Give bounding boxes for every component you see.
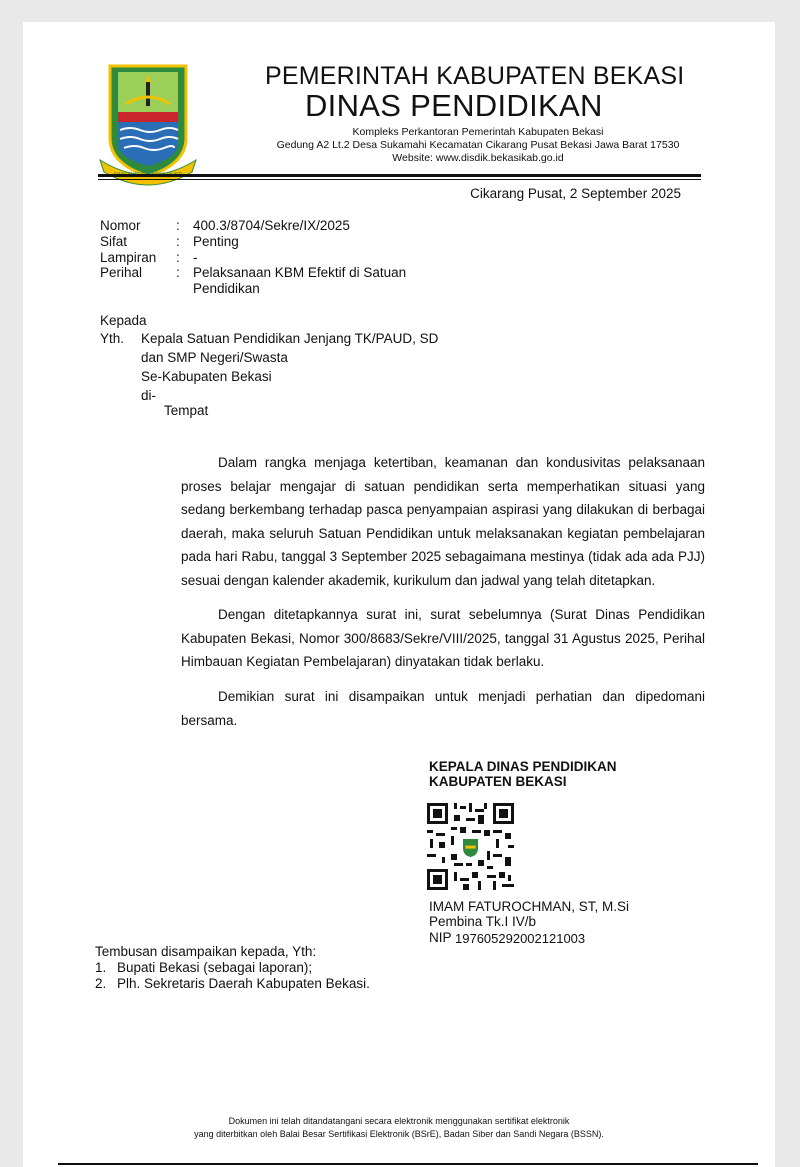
recipient-line-3: Se-Kabupaten Bekasi (141, 369, 272, 384)
recipient-line-2: dan SMP Negeri/Swasta (141, 350, 288, 365)
sifat-label: Sifat (100, 234, 128, 249)
perihal-value-2: Pendidikan (193, 281, 260, 296)
lampiran-value: - (193, 250, 198, 265)
letterhead-address-2: Gedung A2 Lt.2 Desa Sukamahi Kecamatan Cikarang Pusat Bekasi Jawa Barat 17530 (276, 139, 680, 151)
signatory-rank: Pembina Tk.I IV/b (429, 914, 537, 929)
recipient-line-4: di- (141, 388, 157, 403)
nomor-colon: : (176, 218, 180, 233)
body-paragraph-1: Dalam rangka menjaga ketertiban, keamanan dan kondusivitas pelaksanaan proses belajar mengajar di satuan pendidikan serta memperhatikan situasi yang sedang berkembang terhadap pasca penyampaian aspirasi yang dilakukan di berbagai daerah, maka seluruh Satuan Pendidikan untuk melaksanakan kegiatan pembelajaran pada hari Rabu, tanggal 3 September 2025 sebagaimana mestinya (tidak ada ada PJJ) sesuai dengan kalender akademik, kurikulum dan jadwal yang telah ditetapkan. (181, 455, 705, 588)
footer-line-2: yang diterbitkan oleh Balai Besar Sertifikasi Elektronik (BSrE), Badan Siber dan Sandi Negara (BSSN). (194, 1129, 604, 1139)
cc-heading: Tembusan disampaikan kepada, Yth: (95, 944, 317, 959)
bekasi-logo-emblem (98, 60, 198, 190)
nip-value: 197605292002121003 (455, 931, 586, 946)
lampiran-label: Lampiran (100, 250, 157, 265)
letterhead-website: Website: www.disdik.bekasikab.go.id (392, 152, 564, 164)
letterhead-rule-thin (98, 179, 701, 180)
body-paragraph-2: Dengan ditetapkannya surat ini, surat sebelumnya (Surat Dinas Pendidikan Kabupaten Bekasi, Nomor 300/8683/Sekre/VIII/2025, tanggal 31 Agustus 2025, Perihal Himbauan Kegiatan Pembelajaran) dinyatakan tidak berlaku. (181, 607, 705, 669)
cc-item-1-text: Bupati Bekasi (sebagai laporan); (117, 960, 313, 975)
place-date: Cikarang Pusat, 2 September 2025 (470, 186, 681, 201)
body-paragraph-3: Demikian surat ini disampaikan untuk menjadi perhatian dan dipedomani bersama. (181, 689, 705, 728)
cc-item-1-num: 1. (95, 960, 107, 975)
sifat-colon: : (176, 234, 180, 249)
sifat-value: Penting (193, 234, 239, 249)
yth-label: Yth. (100, 331, 125, 346)
signatory-name: IMAM FATUROCHMAN, ST, M.Si (429, 899, 630, 914)
letterhead-government: PEMERINTAH KABUPATEN BEKASI (265, 62, 685, 90)
nomor-label: Nomor (100, 218, 141, 233)
signature-title-2: KABUPATEN BEKASI (429, 774, 567, 789)
perihal-label: Perihal (100, 265, 143, 280)
perihal-colon: : (176, 265, 180, 280)
cc-item-2-num: 2. (95, 976, 107, 991)
lampiran-colon: : (176, 250, 180, 265)
recipient-line-1: Kepala Satuan Pendidikan Jenjang TK/PAUD, SD (141, 331, 439, 346)
nomor-value: 400.3/8704/Sekre/IX/2025 (193, 218, 350, 233)
signature-title-1: KEPALA DINAS PENDIDIKAN (429, 759, 617, 774)
nip-label: NIP (429, 930, 452, 945)
letterhead-rule-thick (98, 174, 701, 177)
letterhead-address-1: Kompleks Perkantoran Pemerintah Kabupaten Bekasi (352, 126, 604, 138)
kepada-label: Kepada (100, 313, 147, 328)
bottom-rule (58, 1163, 758, 1165)
cc-item-2-text: Plh. Sekretaris Daerah Kabupaten Bekasi. (117, 976, 370, 991)
recipient-line-5: Tempat (164, 403, 209, 418)
footer-line-1: Dokumen ini telah ditandatangani secara elektronik menggunakan sertifikat elektronik (228, 1116, 570, 1126)
letter-page (23, 22, 775, 1167)
letterhead-agency: DINAS PENDIDIKAN (305, 88, 603, 123)
perihal-value-1: Pelaksanaan KBM Efektif di Satuan (193, 265, 407, 280)
qr-code[interactable] (427, 803, 514, 890)
